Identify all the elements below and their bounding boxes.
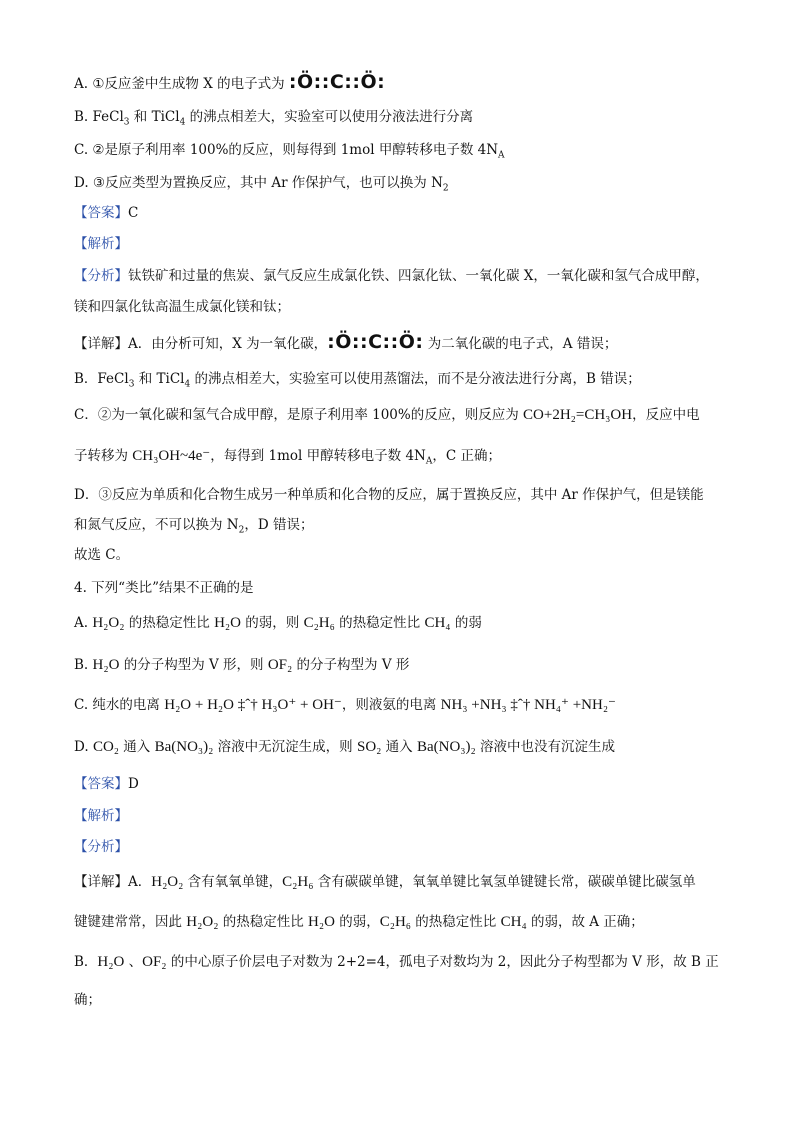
q4-option-c: C. 纯水的电离 H₂O + H₂O ‡ˆ† H₃O⁺ + OH⁻，则液氨的电离 NH₃ +NH₃ ‡ˆ† NH₄⁺ +NH₂⁻ [74,697,616,713]
co2-electron-formula-2: :Ö::C::Ö: [327,331,424,353]
q3-xiangjie-c-line2: 子转移为 CH₃OH~4e⁻，每得到 1mol 甲醇转移电子数 $4N_A$，C 正确； [74,448,501,467]
q4-xiangjie-a-line1: 【详解】A．H₂O₂ 含有氧氧单键，C₂H₆ 含有碳碳单键，氧氧单键比氧氢单键键长常，碳碳单键比碳氢单 [74,874,696,890]
q4-xiangjie-b-line1: B．H₂O 、OF₂ 的中心原子价层电子对数为 2+2=4，孤电子对数均为 2，因此分子构型都为 V 形，故 B 正 [74,954,719,970]
q3-xiangjie-d-line2: 和氮气反应，不可以换为 $N_2$，D 错误； [74,517,314,536]
q3-analysis-label: 【解析】 [74,236,128,252]
q4-option-d: D. CO₂ 通入 Ba(NO₃)₂ 溶液中无沉淀生成，则 SO₂ 通入 Ba(NO₃)₂ 溶液中也没有沉淀生成 [74,739,616,755]
q3-option-b: B. FeCl$_3$ 和 TiCl$_4$ 的沸点相差大，实验室可以使用分液法进行分离 [74,109,474,128]
q3-fenxi-line1: 【分析】钛铁矿和过量的焦炭、氯气反应生成氯化铁、四氯化钛、一氧化碳 X，一氧化碳和氢气合成甲醇， [74,268,709,284]
q4-option-b: B. H₂O 的分子构型为 V 形，则 OF₂ 的分子构型为 V 形 [74,657,410,673]
q3-xiangjie-b: B．FeCl$_3$ 和 TiCl$_4$ 的沸点相差大，实验室可以使用蒸馏法，而不是分液法进行分离，B 错误； [74,371,641,390]
q3-fenxi-line2: 镁和四氯化钛高温生成氯化镁和钛； [74,299,290,315]
q3-option-c: C. ②是原子利用率 100%的反应，则每得到 1mol 甲醇转移电子数 $4N_A$ [74,142,505,161]
q4-xiangjie-b-line2: 确； [74,992,101,1008]
q3-conclusion: 故选 C。 [74,547,130,563]
q4-stem: 4. 下列“类比”结果不正确的是 [74,580,254,596]
q3-xiangjie-d-line1: D．③反应为单质和化合物生成另一种单质和化合物的反应，属于置换反应，其中 Ar 作保护气，但是镁能 [74,487,704,503]
q3-xiangjie-c-line1: C．②为一氧化碳和氢气合成甲醇，是原子利用率 100%的反应，则反应为 CO+2H₂=CH₃OH，反应中电 [74,407,700,423]
co2-electron-formula: :Ö::C::Ö: [288,71,386,93]
q4-xiangjie-a-line2: 键键建常常，因此 H₂O₂ 的热稳定性比 H₂O 的弱，C₂H₆ 的热稳定性比 CH₄ 的弱，故 A 正确； [74,914,644,930]
q3-option-d: D. ③反应类型为置换反应，其中 Ar 作保护气，也可以换为 $N_2$ [74,175,449,194]
q4-fenxi-label: 【分析】 [74,839,128,855]
q4-answer: 【答案】D [74,776,139,792]
q3-xiangjie-a: 【详解】A．由分析可知，X 为一氧化碳，:Ö::C::Ö: 为二氧化碳的电子式，A 错误； [74,331,618,353]
q3-option-a: A. ①反应釜中生成物 X 的电子式为 :Ö::C::Ö: [74,71,386,93]
q4-analysis-label: 【解析】 [74,808,128,824]
q3-answer: 【答案】C [74,205,139,221]
q4-option-a: A. H₂O₂ 的热稳定性比 H₂O 的弱，则 C₂H₆ 的热稳定性比 CH₄ 的弱 [74,615,482,631]
